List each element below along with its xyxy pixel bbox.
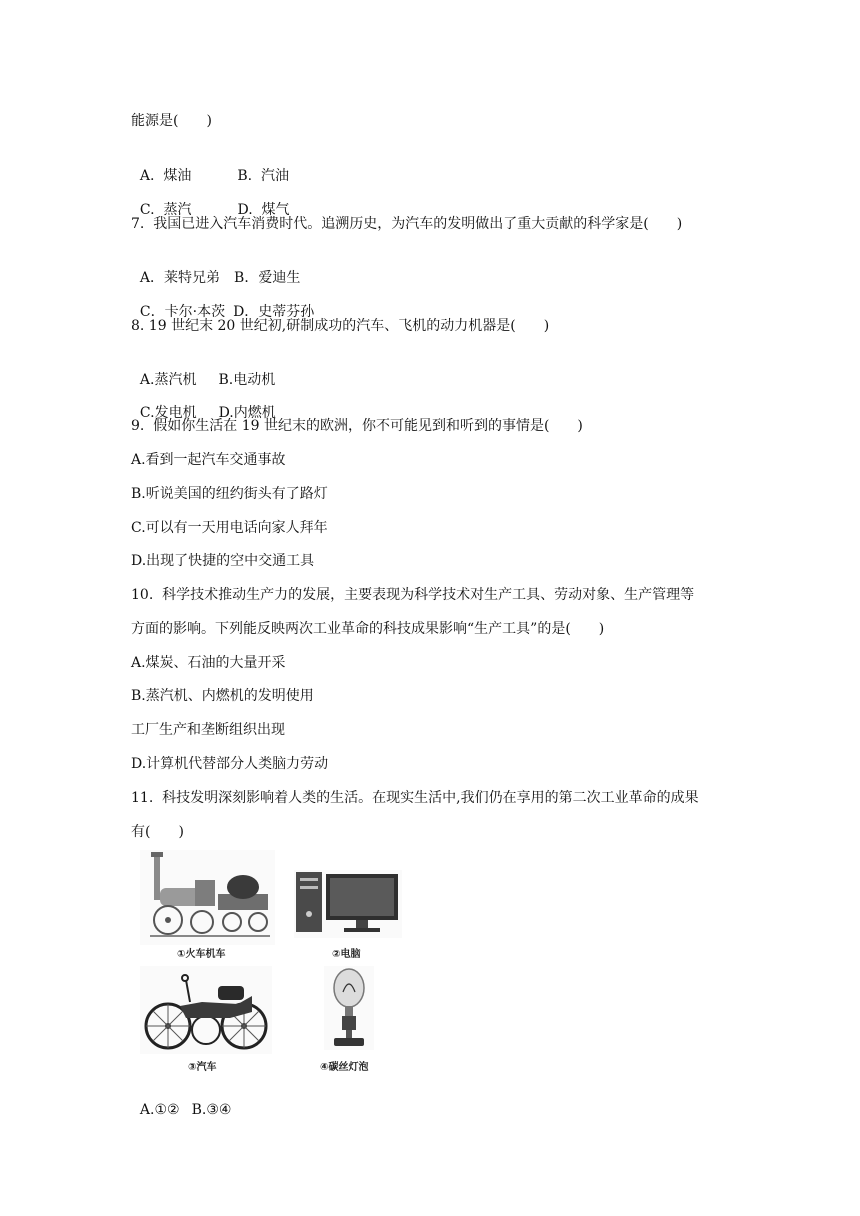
figure-computer [294, 870, 402, 938]
figure-lightbulb [324, 966, 374, 1050]
q9-option-b: B.听说美国的纽约街头有了路灯 [131, 486, 328, 502]
q6-option-b: B. 汽油 [237, 168, 290, 184]
q11-stem-line1: 11. 科技发明深刻影响着人类的生活。在现实生活中,我们仍在享用的第二次工业革命的成果 [131, 790, 699, 806]
figure-caption-computer: ②电脑 [332, 949, 361, 960]
q7-option-c: C．卡尔·本茨 [139, 304, 226, 320]
computer-icon [294, 870, 402, 938]
q9-option-a: A.看到一起汽车交通事故 [131, 452, 286, 468]
q10-option-b: B.蒸汽机、内燃机的发明使用 [131, 688, 314, 704]
q6-option-a: A. 煤油 [139, 168, 192, 184]
q11-option-a: A.①② [139, 1102, 180, 1118]
q10-option-c: 工厂生产和垄断组织出现 [131, 722, 285, 738]
q11-stem-line2: 有( ) [131, 824, 184, 840]
q9-option-d: D.出现了快捷的空中交通工具 [131, 553, 315, 569]
q7-stem: 7. 我国已进入汽车消费时代。追溯历史，为汽车的发明做出了重大贡献的科学家是( ) [131, 216, 683, 232]
figure-caption-locomotive: ①火车机车 [177, 949, 226, 960]
q7-option-b: B．爱迪生 [234, 270, 301, 286]
q11-option-b: B.③④ [191, 1102, 232, 1118]
q8-option-c: C.发电机 [139, 405, 197, 421]
q7-option-a: A．莱特兄弟 [139, 270, 221, 286]
car-icon [140, 966, 272, 1054]
q11-options-row [131, 1080, 231, 1120]
q10-stem-line2: 方面的影响。下列能反映两次工业革命的科技成果影响“生产工具”的是( ) [131, 621, 605, 637]
q9-option-c: C.可以有一天用电话向家人拜年 [131, 520, 328, 536]
q8-option-d: D.内燃机 [218, 405, 276, 421]
q6-option-d: D. 煤气 [237, 202, 290, 218]
q7-option-d: D．史蒂芬孙 [233, 304, 315, 320]
q10-option-a: A.煤炭、石油的大量开采 [131, 655, 286, 671]
lightbulb-icon [324, 966, 374, 1050]
q8-stem: 8. 19 世纪末 20 世纪初,研制成功的汽车、飞机的动力机器是( ) [131, 318, 550, 334]
q6-option-c: C. 蒸汽 [139, 202, 192, 218]
q9-stem: 9. 假如你生活在 19 世纪末的欧洲，你不可能见到和听到的事情是( ) [131, 418, 583, 434]
figure-car [140, 966, 272, 1054]
figure-caption-lightbulb: ④碳丝灯泡 [320, 1062, 369, 1073]
q10-option-d: D.计算机代替部分人类脑力劳动 [131, 756, 329, 772]
locomotive-icon [140, 850, 275, 945]
q8-option-a: A.蒸汽机 [139, 372, 197, 388]
q8-option-b: B.电动机 [218, 372, 276, 388]
q6-stem-tail: 能源是( ) [131, 113, 212, 129]
figure-locomotive [140, 850, 275, 945]
figure-caption-car: ③汽车 [188, 1062, 217, 1073]
q10-stem-line1: 10. 科学技术推动生产力的发展，主要表现为科学技术对生产工具、劳动对象、生产管理等 [131, 587, 695, 603]
